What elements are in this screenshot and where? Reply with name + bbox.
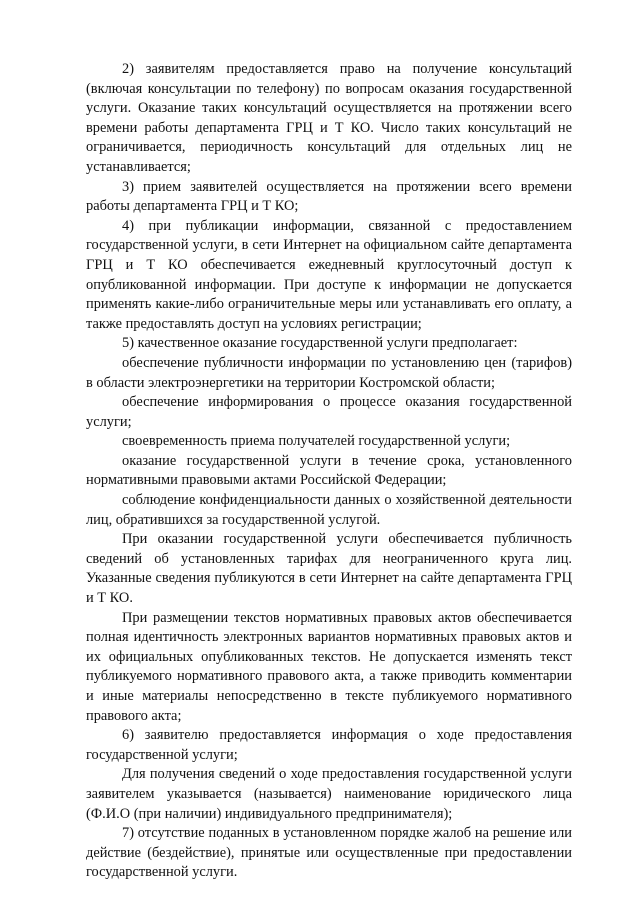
- paragraph-deadline: оказание государственной услуги в течение срока, установленного нормативными правовыми актами Российской Федерации;: [86, 452, 572, 489]
- paragraph-item-2-consultations: 2) заявителям предоставляется право на получение консультаций (включая консультации по телефону) по вопросам оказания государственной услуги. Оказание таких консультаций осуществляется на протяжении всего времени работы департамента ГРЦ и Т КО. Число таких консультаций не ограничивается, периодичность консультаций для отдельных лиц не устанавливается;: [86, 61, 572, 175]
- paragraph-item-4-publication: 4) при публикации информации, связанной с предоставлением государственной услуги, в сети Интернет на официальном сайте департамента ГРЦ и Т КО обеспечивается ежедневный круглосуточный доступ к опубликованной информации. При доступе к информации не допускается применять какие-либо ограничительные меры или устанавливать его оплату, а также предоставлять доступ на условиях регистрации;: [86, 217, 572, 332]
- paragraph-item-3-reception: 3) прием заявителей осуществляется на протяжении всего времени работы департамента ГРЦ и Т КО;: [86, 178, 572, 215]
- paragraph-text-identity: При размещении текстов нормативных правовых актов обеспечивается полная идентичность электронных вариантов нормативных правовых актов и их официальных опубликованных текстов. Не допускается изменять текст публикуемого нормативного правового акта, а также приводить комментарии и иные материалы непосредственно в тексте публикуемого нормативного правового акта;: [86, 609, 572, 724]
- paragraph-timely-reception: своевременность приема получателей государственной услуги;: [122, 433, 511, 450]
- paragraph-item-6-progress: 6) заявителю предоставляется информация о ходе предоставления государственной услуги;: [86, 727, 572, 763]
- paragraph-informing: обеспечение информирования о процессе оказания государственной услуги;: [86, 394, 572, 430]
- paragraph-publicity: обеспечение публичности информации по установлению цен (тарифов) в области электроэнергетики на территории Костромской области;: [86, 354, 572, 391]
- paragraph-item-5-quality: 5) качественное оказание государственной услуги предполагает:: [122, 335, 518, 352]
- paragraph-confidentiality: соблюдение конфиденциальности данных о хозяйственной деятельности лиц, обратившихся за государственной услугой.: [86, 492, 572, 528]
- paragraph-item-7-complaints: 7) отсутствие поданных в установленном порядке жалоб на решение или действие (бездействие), принятые или осуществленные при предоставлении государственной услуги.: [86, 825, 572, 881]
- paragraph-tariff-publicity: При оказании государственной услуги обеспечивается публичность сведений об установленных тарифах для неограниченного круга лиц. Указанные сведения публикуются в сети Интернет на сайте департамента ГРЦ и Т КО.: [86, 531, 572, 607]
- paragraph-progress-request: Для получения сведений о ходе предоставления государственной услуги заявителем указывается (называется) наименование юридического лица (Ф.И.О (при наличии) индивидуального предпринимателя);: [86, 766, 572, 822]
- document-body: [86, 60, 572, 883]
